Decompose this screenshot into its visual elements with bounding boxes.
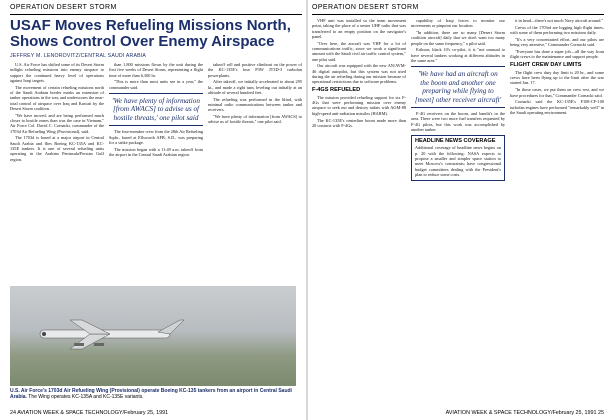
paragraph: The flight crew duty day limit is 20 hr., and some crews have been flying up to the limit after the war started Jan. 17. xyxy=(510,69,604,86)
column-1 xyxy=(312,18,406,181)
paragraph: "In addition, there are so many [Desert Storm coalition aircraft] daily that we don't want too many people on the same frequency," a pilot said. xyxy=(411,30,505,46)
paragraph: Cornacki said the KC-135E's F108-CF-100 turbofan engines have performed "remarkably well" in the Saudi operating environment. xyxy=(510,99,604,115)
column-2 xyxy=(109,62,203,163)
paragraph: The mission provided refueling support for six F-4Gs that were performing mission over enemy airspace to seek out and destroy radars with AGM-88 high-speed anti-radiation missiles (HARM). xyxy=(312,94,406,116)
paragraph: "We have plenty of information [from AWACS] to advise us of hostile threats," one pilot said. xyxy=(208,114,302,125)
tanker-photo xyxy=(10,286,296,386)
section-label: OPERATION DESERT STORM xyxy=(10,4,117,11)
paragraph: capability of Iraqi forces to monitor our movements or pinpoint our location. xyxy=(411,18,505,29)
paragraph: VHF unit was installed so the team movement point, taking the place of a senior UHF radio that was transferred to an empty position on the navigator's panel. xyxy=(312,18,406,39)
column-3 xyxy=(510,18,604,181)
paragraph: The refueling was performed in the blind, with minimal radio communications between tanker and receivers. xyxy=(208,96,302,113)
pull-quote: 'We have plenty of information [from AWACS] to advise us of hostile threats,' one pilot said xyxy=(109,93,203,126)
paragraph: "We have moved, and are being performed much closer to hostile zones than was the case in Vietnam," Air Force Col. David C. Cornacki, commander of the 1703d Air Refueling Wing (Provisional), said. xyxy=(10,112,104,134)
article-columns xyxy=(10,62,302,163)
paragraph: "This is more than most units see in a year," the commander said. xyxy=(109,79,203,90)
header-rule xyxy=(312,14,604,15)
paragraph: Crews of the 1703rd are logging high flight times, with some of them performing two missions daily. xyxy=(510,24,604,36)
pull-quote: 'We have had an aircraft on the boom and another one preparing while flying to [meet] other receiver aircraft' xyxy=(411,66,505,108)
paragraph: The movement of certain refueling missions north of the Saudi Arabian border marks an extension of tanker operations in the war, and underscores the near-total control of airspace over Iraq and Kuwait by the Desert Storm coalition. xyxy=(10,84,104,111)
headline: USAF Moves Refueling Missions North, Shows Control Over Enemy Airspace xyxy=(10,17,291,50)
right-page xyxy=(308,0,614,420)
paragraph: "It's a very concentrated effort, and our pilots are being very attentive," Commander Cornacki said. xyxy=(510,36,604,48)
paragraph: takeoff roll and positive climbout on the power of the KC-135E's four P3W JT3D-3 turbofan powerplants. xyxy=(208,62,302,78)
header-rule xyxy=(10,14,302,15)
subhead: F-4GS REFUELED xyxy=(312,86,361,93)
paragraph: Erikson, black 10's co-pilot, it is "not unusual to have several tankers working at different altitudes in the same area." xyxy=(411,47,505,64)
left-folio: 24 AVIATION WEEK & SPACE TECHNOLOGY/February 25, 1991 xyxy=(10,410,169,416)
column-3 xyxy=(208,62,302,163)
subhead: FLIGHT CREW DAY LIMITS xyxy=(510,61,582,68)
paragraph: "Over here, the aircraft was VHF for a lot of communications traffic, since we work a significant amount with the Saudi civil air traffic control system," one pilot said. xyxy=(312,40,406,62)
paragraph: The 1703d is based at a major airport in Central Saudi Arabia and flies Boeing KC-135A and KC-135E tankers. It is one of several refueling units operating in the Arabian Peninsula/Persian Gulf region. xyxy=(10,135,104,162)
article-columns xyxy=(312,18,604,181)
section-label: OPERATION DESERT STORM xyxy=(312,4,419,11)
paragraph: than 1,800 missions flown by the unit during the first five weeks of Desert Storm, representing a flight time of more than 6,300 hr. xyxy=(109,62,203,78)
right-folio: AVIATION WEEK & SPACE TECHNOLOGY/February 25, 1991 25 xyxy=(445,410,604,416)
caption-bold: U.S. Air Force's 1703d Air Refueling Wing (Provisional) operate Boeing KC-135 tankers from an airport in Central Saudi Arabia. xyxy=(10,388,292,400)
paragraph: U.S. Air Force has shifted some of its Desert Storm inflight refueling missions into enemy airspace to support the continued heavy level of operations against Iraqi targets. xyxy=(10,62,104,83)
photo-caption xyxy=(10,388,296,400)
paragraph: F-4G receivers on the boom, and bandit's in the area. There were two more fuel transfers requested by F-4G pilots, but this work was accomplished by another tanker. xyxy=(411,111,505,132)
sidebar-text: Additional coverage of headline news begins on p. 20 with the following: NASA expects to propose a smaller and simpler space station to meet Moscow's constraints; have congressional budget committees dealing with the President's plan to reduce some costs. xyxy=(415,145,501,177)
headline-news-sidebar xyxy=(411,135,505,181)
byline: JEFFREY M. LENOROVITZ/CENTRAL SAUDI ARABIA xyxy=(10,53,147,59)
paragraph: "Everyone has done a super job—all the way from flight crews to the maintenance and support people. xyxy=(510,48,604,60)
column-1 xyxy=(10,62,104,163)
caption-text: The Wing operates KC-135A and KC-135E variants. xyxy=(28,394,144,400)
paragraph: The KC-135E's centerline boom made more than 20 contacts with F-4Gs. xyxy=(312,117,406,128)
paragraph: it in head—there's not much Navy aircraft around." xyxy=(515,18,604,23)
paragraph: The mission began with a 11:49 a.m. takeoff from the airport in the Central Saudi Arabian region. xyxy=(109,146,203,157)
kc135-tanker-illustration xyxy=(30,316,190,352)
paragraph: The four-member crew from the 28th Air Refueling Sqdn., based at Ellsworth AFB, S.D., was preparing for a strike package. xyxy=(109,129,203,145)
paragraph: After takeoff, we initially accelerated to about 295 kt., and made a right turn, leveling out initially at an altitude of several hundred feet. xyxy=(208,79,302,95)
sidebar-heading: HEADLINE NEWS COVERAGE xyxy=(415,138,496,145)
column-2 xyxy=(411,18,505,181)
paragraph: Our aircraft was equipped with the new AN/AVM-46 digital autopilot, but this system was not used during the air refueling during our mission because of operational restrictions due to software problems. xyxy=(312,63,406,85)
paragraph: "In those cases, we put them on crew rest, and we have procedures for that," Commander Cornacki said. xyxy=(510,87,604,98)
